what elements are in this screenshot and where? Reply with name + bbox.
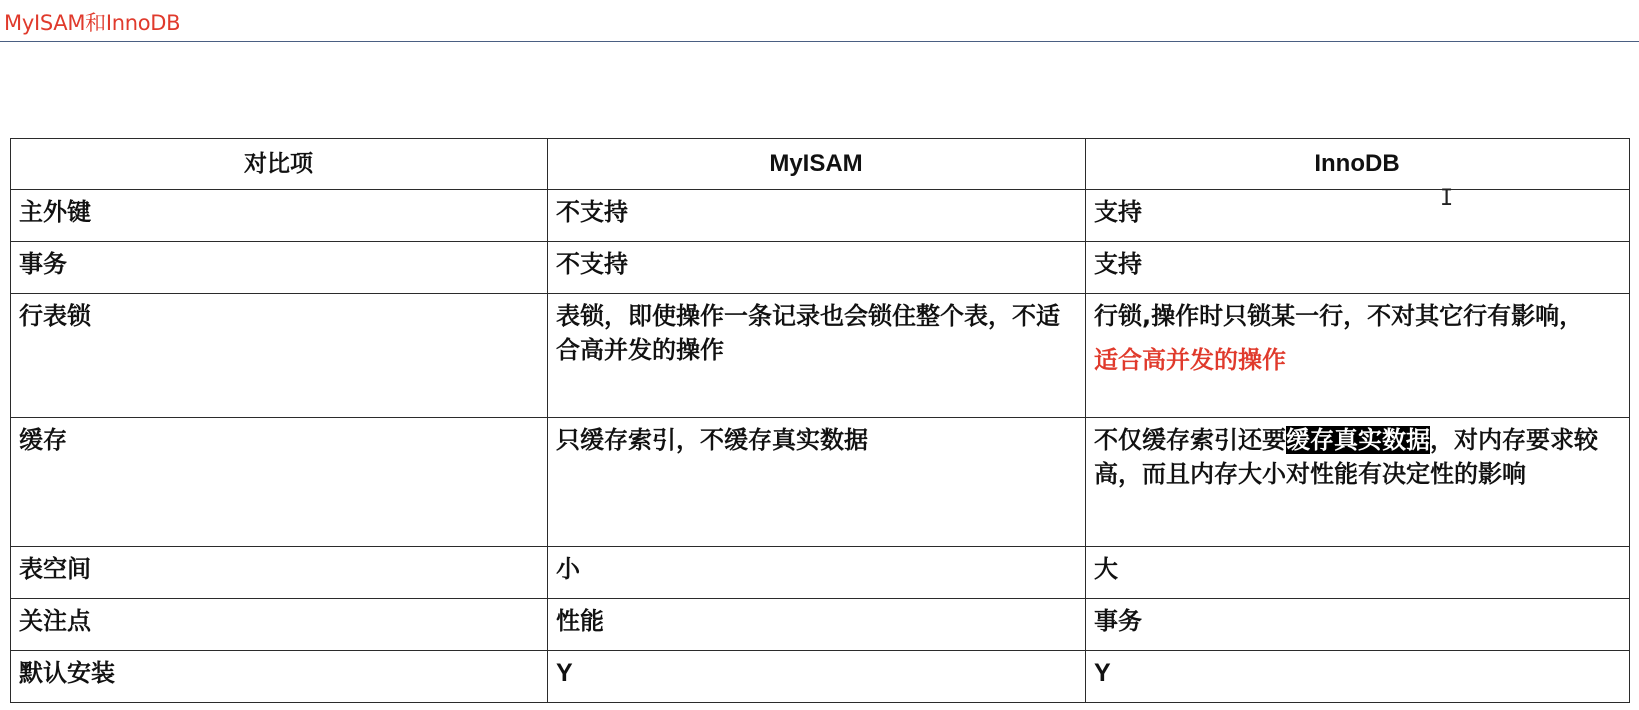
cell-myisam-foreign-key: 不支持 — [548, 190, 1086, 242]
cell-innodb-default-install — [1086, 651, 1630, 703]
table-row — [11, 651, 1630, 703]
innodb-locking-note: 适合高并发的操作 — [1094, 346, 1286, 374]
header-myisam: MyISAM — [548, 139, 1086, 190]
cell-myisam-default-install — [548, 651, 1086, 703]
header-innodb: InnoDB — [1086, 139, 1630, 190]
row-label-cache: 缓存 — [11, 418, 548, 547]
selected-text-highlight: 缓存真实数据 — [1286, 426, 1430, 454]
innodb-cache-text-end: ，对内存要求较高，而且内存大小对性能有决定性的影响 — [1094, 426, 1598, 488]
innodb-cache-text-start: 不仅缓存索引还要 — [1094, 426, 1286, 454]
comparison-table — [10, 138, 1630, 703]
innodb-locking-text: 行锁,操作时只锁某一行，不对其它行有影响， — [1094, 302, 1584, 330]
cell-innodb-focus: 事务 — [1086, 599, 1630, 651]
table-row — [11, 418, 1630, 547]
cell-myisam-cache: 只缓存索引，不缓存真实数据 — [548, 418, 1086, 547]
innodb-default-value: Y — [1094, 659, 1111, 687]
slide-title: MyISAM和InnoDB — [4, 11, 181, 35]
row-label-foreign-key: 主外键 — [11, 190, 548, 242]
cell-myisam-locking: 表锁，即使操作一条记录也会锁住整个表，不适合高并发的操作 — [548, 294, 1086, 418]
title-divider — [0, 41, 1639, 42]
cell-innodb-cache — [1086, 418, 1630, 547]
cell-innodb-tablespace: 大 — [1086, 547, 1630, 599]
row-label-default-install: 默认安装 — [11, 651, 548, 703]
row-label-focus: 关注点 — [11, 599, 548, 651]
cell-innodb-locking — [1086, 294, 1630, 418]
cell-myisam-focus: 性能 — [548, 599, 1086, 651]
text-cursor-icon: I — [1440, 186, 1454, 211]
table-row — [11, 547, 1630, 599]
header-row — [11, 139, 1630, 190]
table-row — [11, 242, 1630, 294]
cell-innodb-transaction: 支持 — [1086, 242, 1630, 294]
table-row — [11, 190, 1630, 242]
myisam-default-value: Y — [556, 659, 573, 687]
row-label-tablespace: 表空间 — [11, 547, 548, 599]
table-row — [11, 599, 1630, 651]
cell-myisam-transaction: 不支持 — [548, 242, 1086, 294]
header-item: 对比项 — [11, 139, 548, 190]
cell-innodb-foreign-key: 支持 — [1086, 190, 1630, 242]
cell-myisam-tablespace: 小 — [548, 547, 1086, 599]
table-row — [11, 294, 1630, 418]
row-label-locking: 行表锁 — [11, 294, 548, 418]
row-label-transaction: 事务 — [11, 242, 548, 294]
